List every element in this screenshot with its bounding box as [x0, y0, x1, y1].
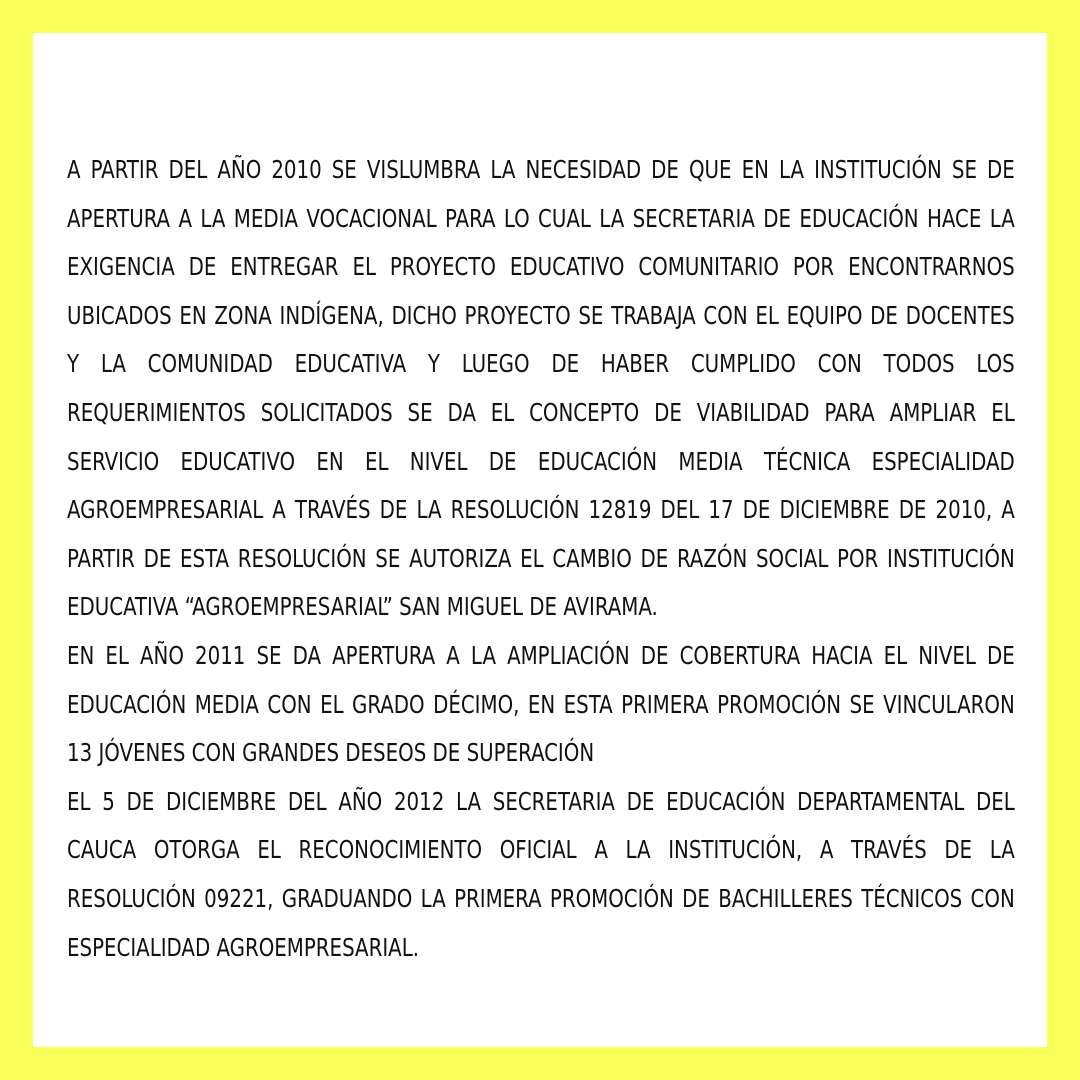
- content-card: [33, 33, 1047, 1047]
- paragraph-2010: A PARTIR DEL AÑO 2010 SE VISLUMBRA LA NECESIDAD DE QUE EN LA INSTITUCIÓN SE DE APERTURA A LA MEDIA VOCACIONAL PARA LO CUAL LA SECRETARIA DE EDUCACIÓN HACE LA EXIGENCIA DE ENTREGAR EL PROYECTO EDUCATIVO COMUNITARIO POR ENCONTRARNOS UBICADOS EN ZONA INDÍGENA, DICHO PROYECTO SE TRABAJA CON EL EQUIPO DE DOCENTES Y LA COMUNIDAD EDUCATIVA Y LUEGO DE HABER CUMPLIDO CON TODOS LOS REQUERIMIENTOS SOLICITADOS SE DA EL CONCEPTO DE VIABILIDAD PARA AMPLIAR EL SERVICIO EDUCATIVO EN EL NIVEL DE EDUCACIÓN MEDIA TÉCNICA ESPECIALIDAD AGROEMPRESARIAL A TRAVÉS DE LA RESOLUCIÓN 12819 DEL 17 DE DICIEMBRE DE 2010, A PARTIR DE ESTA RESOLUCIÓN SE AUTORIZA EL CAMBIO DE RAZÓN SOCIAL POR INSTITUCIÓN EDUCATIVA “AGROEMPRESARIAL” SAN MIGUEL DE AVIRAMA.: [67, 155, 1015, 622]
- history-text: [67, 146, 1015, 972]
- paragraph-2012: EL 5 DE DICIEMBRE DEL AÑO 2012 LA SECRETARIA DE EDUCACIÓN DEPARTAMENTAL DEL CAUCA OTORGA EL RECONOCIMIENTO OFICIAL A LA INSTITUCIÓN, A TRAVÉS DE LA RESOLUCIÓN 09221, GRADUANDO LA PRIMERA PROMOCIÓN DE BACHILLERES TÉCNICOS CON ESPECIALIDAD AGROEMPRESARIAL.: [67, 786, 1015, 962]
- paragraph-2011: EN EL AÑO 2011 SE DA APERTURA A LA AMPLIACIÓN DE COBERTURA HACIA EL NIVEL DE EDUCACIÓN MEDIA CON EL GRADO DÉCIMO, EN ESTA PRIMERA PROMOCIÓN SE VINCULARON 13 JÓVENES CON GRANDES DESEOS DE SUPERACIÓN: [67, 640, 1015, 768]
